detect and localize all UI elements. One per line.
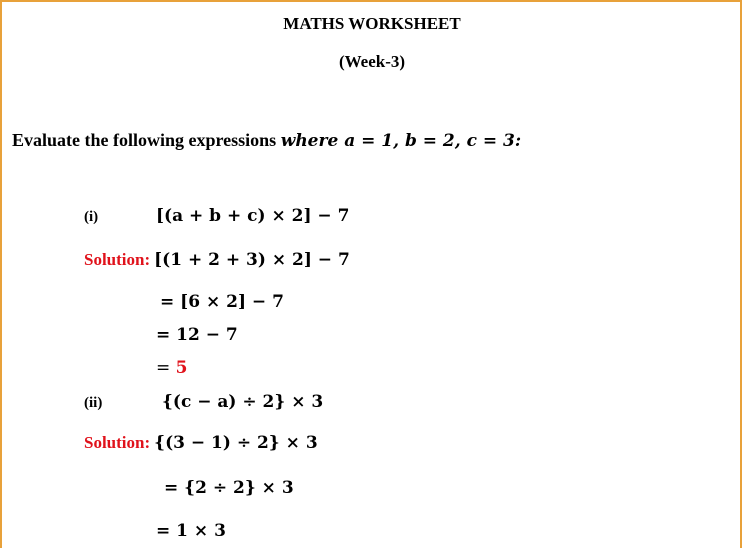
problem-1-answer-line	[156, 358, 188, 378]
problem-1-expression: [(a + b + c) × 2] − 7	[156, 206, 350, 226]
worksheet-subtitle: (Week-3)	[338, 52, 406, 71]
problem-2-solution-label: Solution:	[84, 433, 151, 452]
problem-1-answer-prefix: =	[156, 358, 176, 378]
problem-1-step-2: = 12 − 7	[156, 325, 238, 345]
worksheet-title: MATHS WORKSHEET	[283, 14, 461, 33]
problem-2-expression: {(c − a) ÷ 2} × 3	[162, 392, 324, 412]
problem-2-step-1: = {2 ÷ 2} × 3	[164, 478, 294, 498]
problem-2-step-2: = 1 × 3	[156, 521, 226, 541]
problem-2-solution-first: {(3 − 1) ÷ 2} × 3	[154, 433, 318, 453]
problem-2-number: (ii)	[84, 395, 103, 411]
problem-2-solution-line	[84, 433, 318, 453]
instruction-line	[12, 130, 521, 151]
problem-1-solution-label: Solution:	[84, 250, 151, 269]
instruction-prefix: Evaluate the following expressions	[12, 130, 281, 150]
problem-1-solution-line	[84, 250, 350, 270]
problem-1-number: (i)	[84, 209, 99, 225]
problem-1-step-1: = [6 × 2] − 7	[160, 292, 284, 312]
problem-1-solution-first: [(1 + 2 + 3) × 2] − 7	[154, 250, 350, 270]
instruction-condition: where a = 1, b = 2, c = 3:	[280, 131, 522, 151]
problem-1-answer: 5	[175, 358, 188, 378]
